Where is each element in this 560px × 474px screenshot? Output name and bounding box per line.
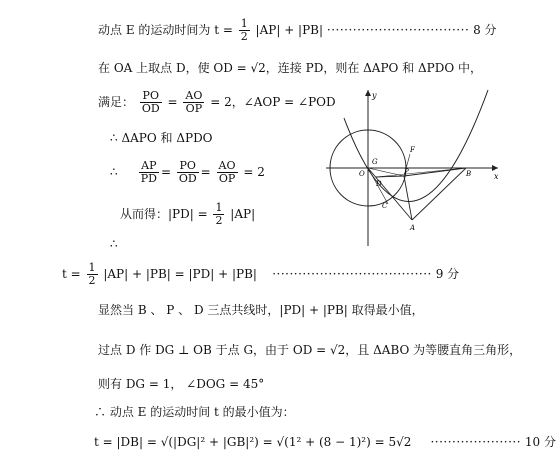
t-rewrite-line (62, 262, 459, 287)
half-fraction: $\frac{1}{2}$ (240, 17, 248, 43)
time-expression-line (98, 18, 497, 43)
leader-dots: ································· (326, 23, 470, 37)
construction-line: 在 OA 上取点 D，使 OD = √2，连接 PD，则在 ΔAPO 和 ΔPDO 中， (98, 61, 483, 75)
minimum-result-line (94, 434, 556, 450)
parabola (344, 90, 488, 202)
ratio-condition-line (98, 90, 336, 115)
segment-ap (404, 176, 412, 220)
half-fraction-2: $\frac{1}{2}$ (215, 201, 223, 227)
x-axis-label: x (494, 172, 499, 181)
pd-result-line (120, 202, 255, 227)
t-prefix: t = (62, 267, 85, 281)
ratio-value: = 2 (243, 165, 265, 179)
similar-triangles-line: ∴ ΔAPO 和 ΔPDO (110, 131, 213, 145)
leader-dots-2: ····································· (272, 267, 432, 281)
score-label-2: 9 分 (435, 267, 460, 281)
label-f: F (410, 146, 415, 154)
label-origin: O (359, 170, 365, 178)
t-expr: |AP| + |PB| = |PD| + |PB| (103, 267, 257, 281)
minimum-intro-line: ∴ 动点 E 的运动时间 t 的最小值为： (94, 405, 295, 419)
condition-suffix: = 2，∠AOP = ∠POD (210, 95, 336, 109)
fraction-ao-op-2: $\frac{AO}{OP}$ (218, 159, 236, 185)
y-axis-arrow (365, 90, 371, 96)
dg-result-line: 则有 DG = 1， ∠DOG = 45° (98, 377, 265, 391)
geometry-figure (326, 88, 506, 248)
label-c: C (382, 202, 388, 210)
label-g: G (372, 158, 378, 166)
ratio-result-line: ∴ $\frac{AP}{PD}$ = $\frac{PO}{OD}$ = $\frac{AO}{OP}$ = 2 (110, 159, 265, 185)
therefore-line: ∴ (110, 237, 118, 251)
score-label-3: 10 分 (524, 435, 556, 449)
fraction-ap-pd: $\frac{AP}{PD}$ (140, 159, 157, 185)
label-b: B (466, 170, 472, 178)
time-expr: |AP| + |PB| (255, 23, 324, 37)
score-label: 8 分 (473, 23, 497, 37)
pd-prefix: 从而得：|PD| = (120, 207, 212, 221)
therefore-symbol: ∴ (110, 165, 118, 179)
fraction-po-od-2: $\frac{PO}{OD}$ (178, 159, 197, 185)
fraction-po-od: $\frac{PO}{OD}$ (141, 89, 160, 115)
label-p: P (404, 168, 409, 176)
label-a: A (410, 224, 416, 232)
label-d: D (376, 180, 382, 188)
leader-dots-3: ····················· (430, 435, 522, 449)
equals-sign: = (167, 95, 178, 109)
fraction-ao-op: $\frac{AO}{OP}$ (185, 89, 203, 115)
collinear-line: 显然当 B 、 P 、 D 三点共线时，|PD| + |PB| 取得最小值， (98, 303, 424, 317)
minimum-expr: t = |DB| = √(|DG|² + |GB|²) = √(1² + (8 − 1)²) = 5√2 (94, 435, 412, 449)
perpendicular-line: 过点 D 作 DG ⊥ OB 于点 G，由于 OD = √2，且 ΔABO 为等腰直角三角形， (98, 343, 522, 357)
pd-suffix: |AP| (230, 207, 256, 221)
y-axis-label: y (372, 91, 377, 100)
x-axis-arrow (492, 165, 498, 171)
half-fraction-3: $\frac{1}{2}$ (88, 261, 96, 287)
time-prefix: 动点 E 的运动时间为 t = (98, 23, 237, 37)
condition-prefix: 满足： (98, 95, 135, 109)
segment-ab (412, 168, 466, 220)
